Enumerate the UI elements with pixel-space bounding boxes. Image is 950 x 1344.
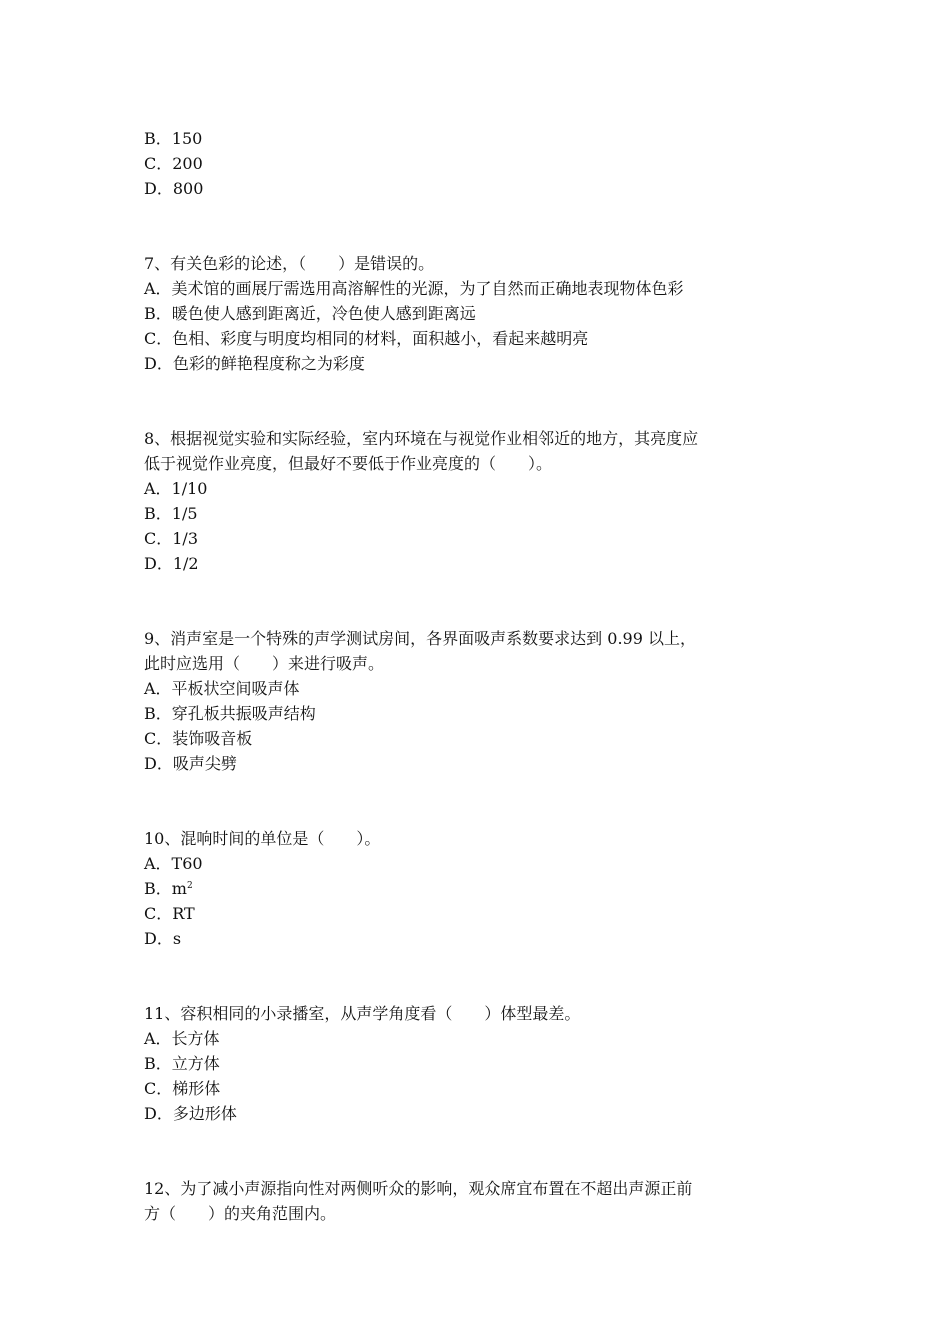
option-line: D．色彩的鲜艳程度称之为彩度	[144, 354, 365, 373]
option-line: B．1/5	[144, 504, 198, 523]
option-line: D．1/2	[144, 554, 199, 573]
option-line: A．美术馆的画展厅需选用高溶解性的光源，为了自然而正确地表现物体色彩	[144, 279, 684, 298]
question-stem: 11、容积相同的小录播室，从声学角度看（ ）体型最差。	[144, 1004, 581, 1023]
option-line: D．800	[144, 179, 204, 198]
question-7	[144, 251, 824, 376]
option-line: C．RT	[144, 904, 195, 923]
carryover-options	[144, 126, 824, 201]
question-10	[144, 826, 824, 951]
option-line: D．吸声尖劈	[144, 754, 237, 773]
question-8	[144, 426, 824, 576]
option-line: C．梯形体	[144, 1079, 221, 1098]
option-line: D．s	[144, 929, 182, 948]
question-stem: 7、有关色彩的论述，（ ）是错误的。	[144, 254, 435, 273]
option-line: B．150	[144, 129, 203, 148]
option-line: B．暖色使人感到距离近，冷色使人感到距离远	[144, 304, 476, 323]
question-9	[144, 626, 824, 776]
option-line	[144, 876, 824, 901]
question-12	[144, 1176, 824, 1226]
option-line: D．多边形体	[144, 1104, 237, 1123]
question-stem: 低于视觉作业亮度，但最好不要低于作业亮度的（ ）。	[144, 454, 553, 473]
option-line: C．色相、彩度与明度均相同的材料，面积越小，看起来越明亮	[144, 329, 589, 348]
question-stem: 9、消声室是一个特殊的声学测试房间，各界面吸声系数要求达到 0.99 以上，	[144, 629, 696, 648]
question-stem: 12、为了减小声源指向性对两侧听众的影响，观众席宜布置在不超出声源正前	[144, 1179, 693, 1198]
option-line: B．立方体	[144, 1054, 220, 1073]
option-line: A．长方体	[144, 1029, 220, 1048]
option-line: C．装饰吸音板	[144, 729, 253, 748]
question-11	[144, 1001, 824, 1126]
question-stem: 方（ ）的夹角范围内。	[144, 1204, 337, 1223]
option-line: A．平板状空间吸声体	[144, 679, 300, 698]
option-line: B．穿孔板共振吸声结构	[144, 704, 316, 723]
question-stem: 10、混响时间的单位是（ ）。	[144, 829, 381, 848]
option-line: C．200	[144, 154, 203, 173]
superscript-exponent: 2	[186, 881, 193, 891]
option-line: A．1/10	[144, 479, 208, 498]
question-stem: 8、根据视觉实验和实际经验，室内环境在与视觉作业相邻近的地方，其亮度应	[144, 429, 699, 448]
document-page	[144, 126, 824, 1226]
option-line: A．T60	[144, 854, 203, 873]
option-text: B．m	[144, 879, 187, 898]
question-stem: 此时应选用（ ）来进行吸声。	[144, 654, 385, 673]
option-line: C．1/3	[144, 529, 198, 548]
